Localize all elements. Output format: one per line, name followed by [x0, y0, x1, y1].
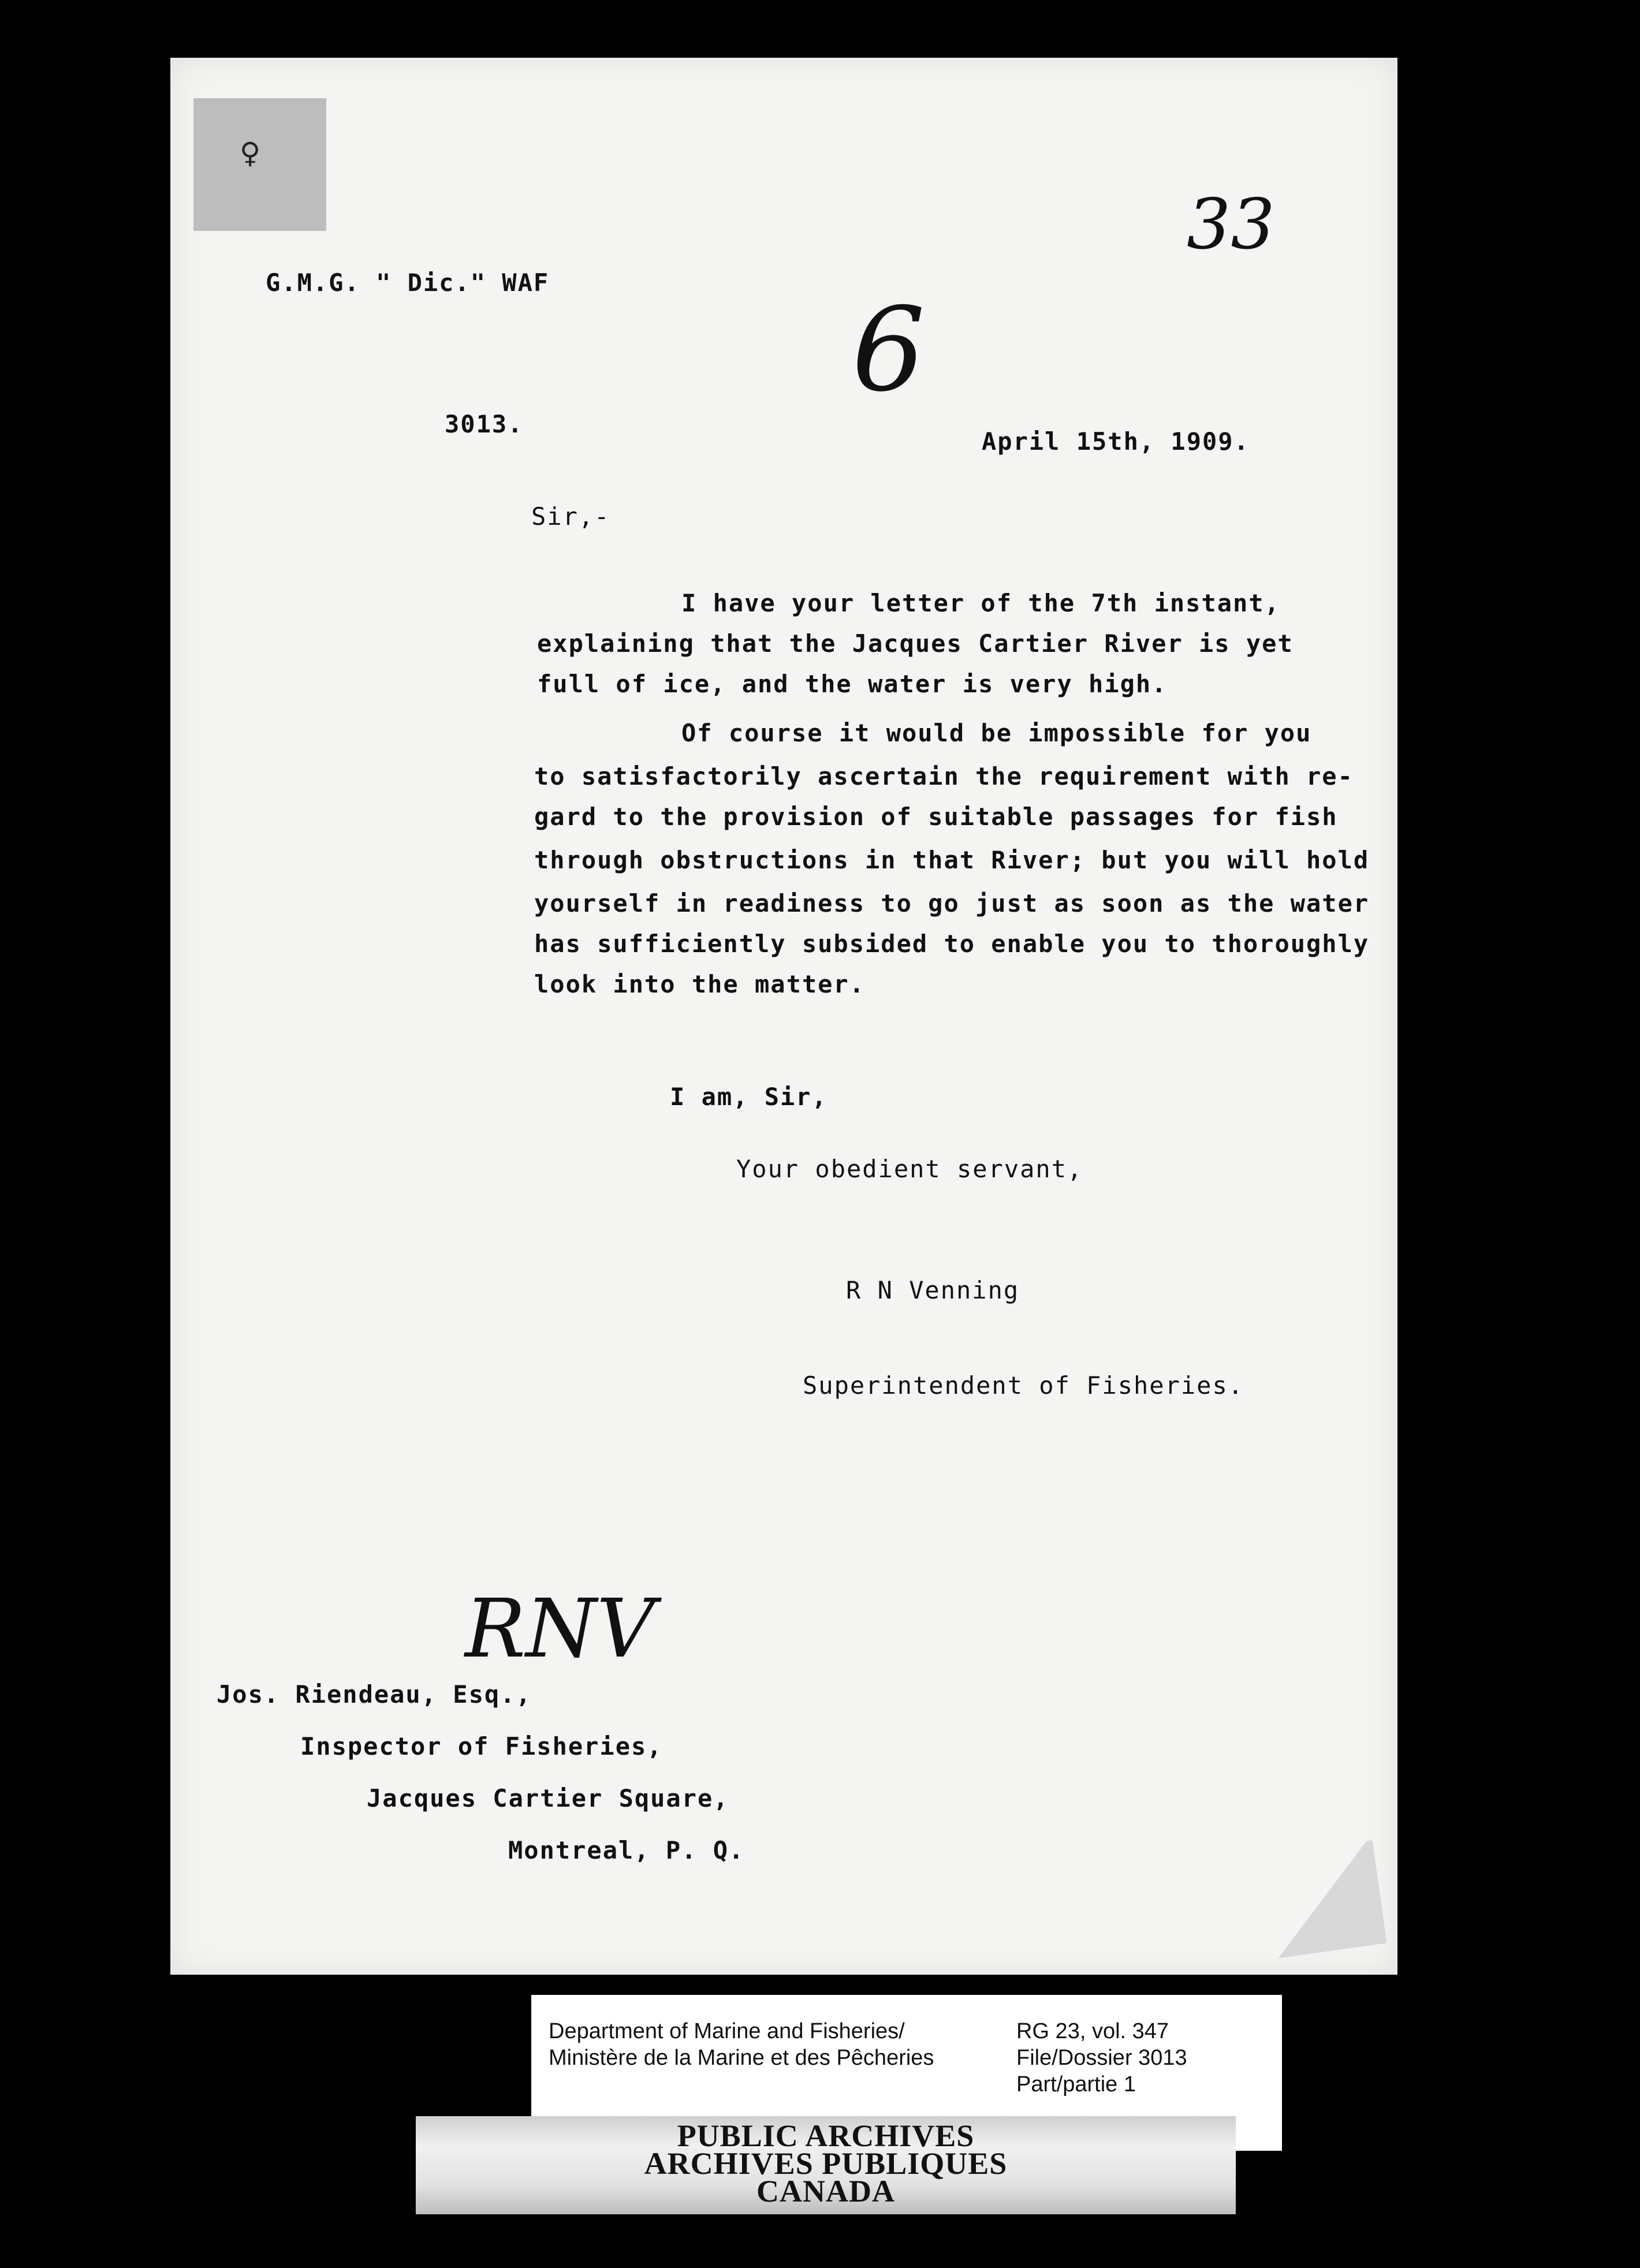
archives-stamp	[416, 2116, 1236, 2214]
stamp-line: CANADA	[756, 2174, 895, 2209]
folded-corner	[1258, 1840, 1386, 1959]
hole-punch-icon: ♀	[240, 133, 261, 173]
label-part: Part/partie 1	[1016, 2072, 1136, 2097]
body-line: through obstructions in that River; but you will hold	[534, 846, 1370, 874]
stamp-line: ARCHIVES PUBLIQUES	[644, 2146, 1008, 2181]
label-rg: RG 23, vol. 347	[1016, 2019, 1169, 2043]
label-file: File/Dossier 3013	[1016, 2046, 1187, 2070]
signature-name: R N Venning	[846, 1276, 1020, 1304]
reference-code: G.M.G. " Dic." WAF	[266, 268, 550, 297]
addressee-line: Montreal, P. Q.	[508, 1836, 745, 1864]
closing-line: Your obedient servant,	[736, 1155, 1083, 1183]
letter-date: April 15th, 1909.	[982, 427, 1250, 456]
addressee-line: Jos. Riendeau, Esq.,	[217, 1680, 532, 1709]
closing-line: I am, Sir,	[670, 1083, 828, 1111]
tape-patch	[193, 98, 326, 231]
handwritten-initials: RNV	[465, 1582, 655, 1676]
body-line: has sufficiently subsided to enable you to thoroughly	[534, 930, 1370, 958]
letter-page	[170, 58, 1397, 1975]
stamp-line: PUBLIC ARCHIVES	[677, 2118, 975, 2153]
body-line: full of ice, and the water is very high.	[537, 670, 1168, 698]
salutation: Sir,-	[531, 502, 610, 531]
folio-number: 33	[1187, 185, 1275, 265]
signatory-title: Superintendent of Fisheries.	[803, 1371, 1244, 1400]
hand-mark: 6	[852, 283, 926, 417]
file-number: 3013.	[445, 410, 524, 438]
addressee-line: Jacques Cartier Square,	[367, 1784, 729, 1812]
body-line: I have your letter of the 7th instant,	[681, 589, 1280, 617]
body-line: explaining that the Jacques Cartier River is yet	[537, 629, 1294, 658]
label-dept-en: Department of Marine and Fisheries/	[549, 2019, 905, 2043]
addressee-line: Inspector of Fisheries,	[300, 1732, 663, 1760]
body-line: to satisfactorily ascertain the requirement with re-	[534, 762, 1354, 790]
body-line: Of course it would be impossible for you	[681, 719, 1312, 747]
body-line: gard to the provision of suitable passages for fish	[534, 803, 1338, 831]
body-line: look into the matter.	[534, 970, 866, 998]
label-dept-fr: Ministère de la Marine et des Pêcheries	[549, 2046, 934, 2070]
body-line: yourself in readiness to go just as soon as the water	[534, 889, 1370, 917]
